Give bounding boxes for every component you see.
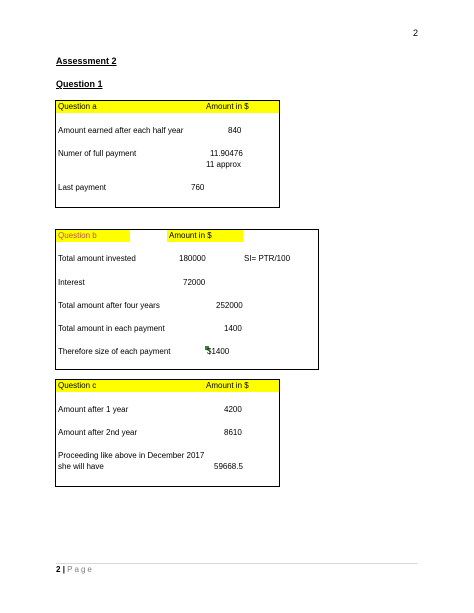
qb-row-1-value: 180000 [179, 254, 206, 263]
question-b-table [55, 229, 319, 370]
qa-row-2-label: Numer of full payment [58, 149, 137, 158]
question-b-header-amount: Amount in $ [169, 231, 212, 240]
qb-row-2-value: 72000 [183, 278, 206, 287]
qc-row-2-label: Amount after 2nd year [58, 428, 138, 437]
question-b-header-label: Question b [58, 231, 97, 240]
footer [56, 565, 94, 574]
footer-page-number: 2 [56, 565, 61, 574]
qb-row-5-value: $1400 [207, 347, 230, 356]
qc-row-3-value: 59668.5 [214, 462, 243, 471]
qc-row-1-label: Amount after 1 year [58, 405, 129, 414]
question-a-header-label: Question a [58, 102, 97, 111]
qc-row-3-label: Proceeding like above in December 2017 [58, 451, 205, 460]
footer-page-label: Page [67, 565, 94, 574]
footer-separator: | [62, 565, 65, 574]
qa-row-2-value-approx: 11 approx [206, 160, 241, 169]
qa-row-2-value: 11.90476 [210, 149, 243, 158]
qb-row-1-label: Total amount invested [58, 254, 136, 263]
qa-row-3-label: Last payment [58, 183, 107, 192]
assessment-heading: Assessment 2 [56, 56, 117, 66]
qa-row-3-value: 760 [191, 183, 205, 192]
question-heading: Question 1 [56, 79, 103, 89]
qb-row-3-label: Total amount after four years [58, 301, 160, 310]
question-c-table [55, 379, 280, 487]
qb-row-2-label: Interest [58, 278, 85, 287]
question-a-table [55, 100, 280, 208]
question-c-header-amount: Amount in $ [206, 381, 249, 390]
qb-row-5-label: Therefore size of each payment [58, 347, 171, 356]
question-a-header-amount: Amount in $ [206, 102, 249, 111]
qb-row-4-value: 1400 [224, 324, 242, 333]
qb-row-4-label: Total amount in each payment [58, 324, 165, 333]
question-c-header-label: Question c [58, 381, 97, 390]
qa-row-1-label: Amount earned after each half year [58, 126, 184, 135]
qb-formula: SI= PTR/100 [244, 254, 291, 263]
footer-divider [56, 563, 418, 564]
qc-row-3-label-line2: she will have [58, 462, 104, 471]
page-number-top: 2 [413, 28, 419, 38]
qc-row-2-value: 8610 [224, 428, 242, 437]
qb-row-3-value: 252000 [216, 301, 243, 310]
qa-row-1-value: 840 [228, 126, 242, 135]
qc-row-1-value: 4200 [224, 405, 242, 414]
